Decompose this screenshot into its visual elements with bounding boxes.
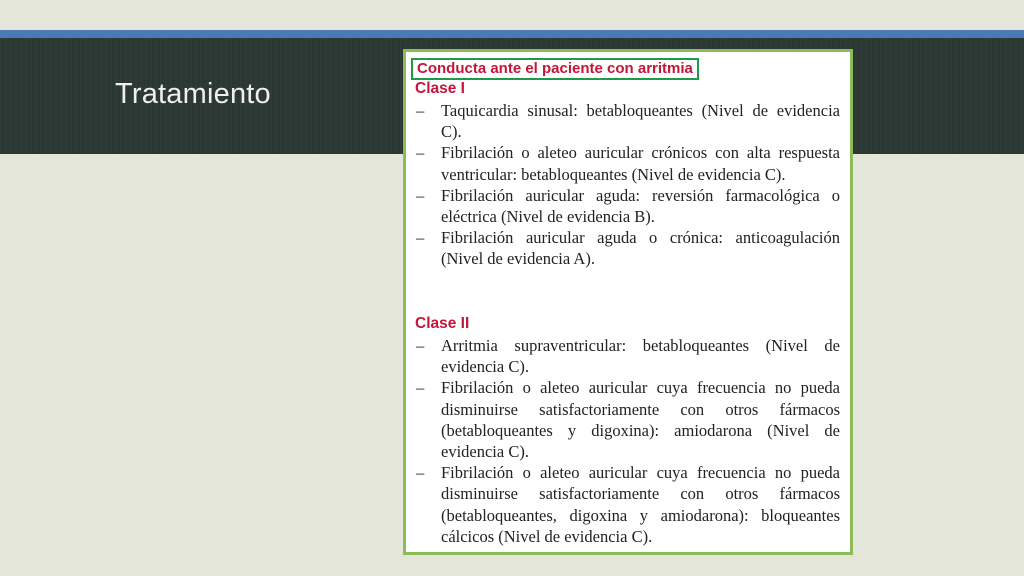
list-item <box>406 227 850 269</box>
list-item-text: – Taquicardia sinusal: betabloqueantes (Nivel de evidencia C). <box>441 101 840 142</box>
list-item-text: – Fibrilación o aleteo auricular crónicos con alta respuesta ventricular: betabloqueantes (Nivel de evidencia C). <box>441 143 840 184</box>
list-item <box>406 142 850 184</box>
list-item <box>406 185 850 227</box>
recommendations-card <box>403 49 853 555</box>
class-two-list <box>406 335 850 547</box>
accent-bar <box>0 30 1024 38</box>
class-one-label: Clase I <box>415 80 465 97</box>
list-item <box>406 377 850 462</box>
list-item-text: – Fibrilación o aleteo auricular cuya frecuencia no pueda disminuirse satisfactoriamente con otros fármacos (betabloqueantes, digoxina y amiodarona): bloqueantes cálcicos (Nivel de evidencia C). <box>441 463 840 546</box>
list-item-text: – Fibrilación auricular aguda o crónica: anticoagulación (Nivel de evidencia A). <box>441 228 840 269</box>
class-two-label: Clase II <box>415 315 470 332</box>
slide-title: Tratamiento <box>115 78 271 110</box>
list-item-text: – Fibrilación o aleteo auricular cuya frecuencia no pueda disminuirse satisfactoriamente con otros fármacos (betabloqueantes y digoxina): amiodarona (Nivel de evidencia C). <box>441 378 840 462</box>
class-one-list <box>406 100 850 270</box>
card-heading: Conducta ante el paciente con arritmia <box>411 58 699 80</box>
list-item-text: – Fibrilación auricular aguda: reversión farmacológica o eléctrica (Nivel de evidencia B). <box>441 185 840 227</box>
top-strip <box>0 0 1024 30</box>
list-item <box>406 462 850 547</box>
list-item <box>406 335 850 377</box>
list-item <box>406 100 850 142</box>
list-item-text: – Arritmia supraventricular: betabloqueantes (Nivel de evidencia C). <box>441 336 840 377</box>
